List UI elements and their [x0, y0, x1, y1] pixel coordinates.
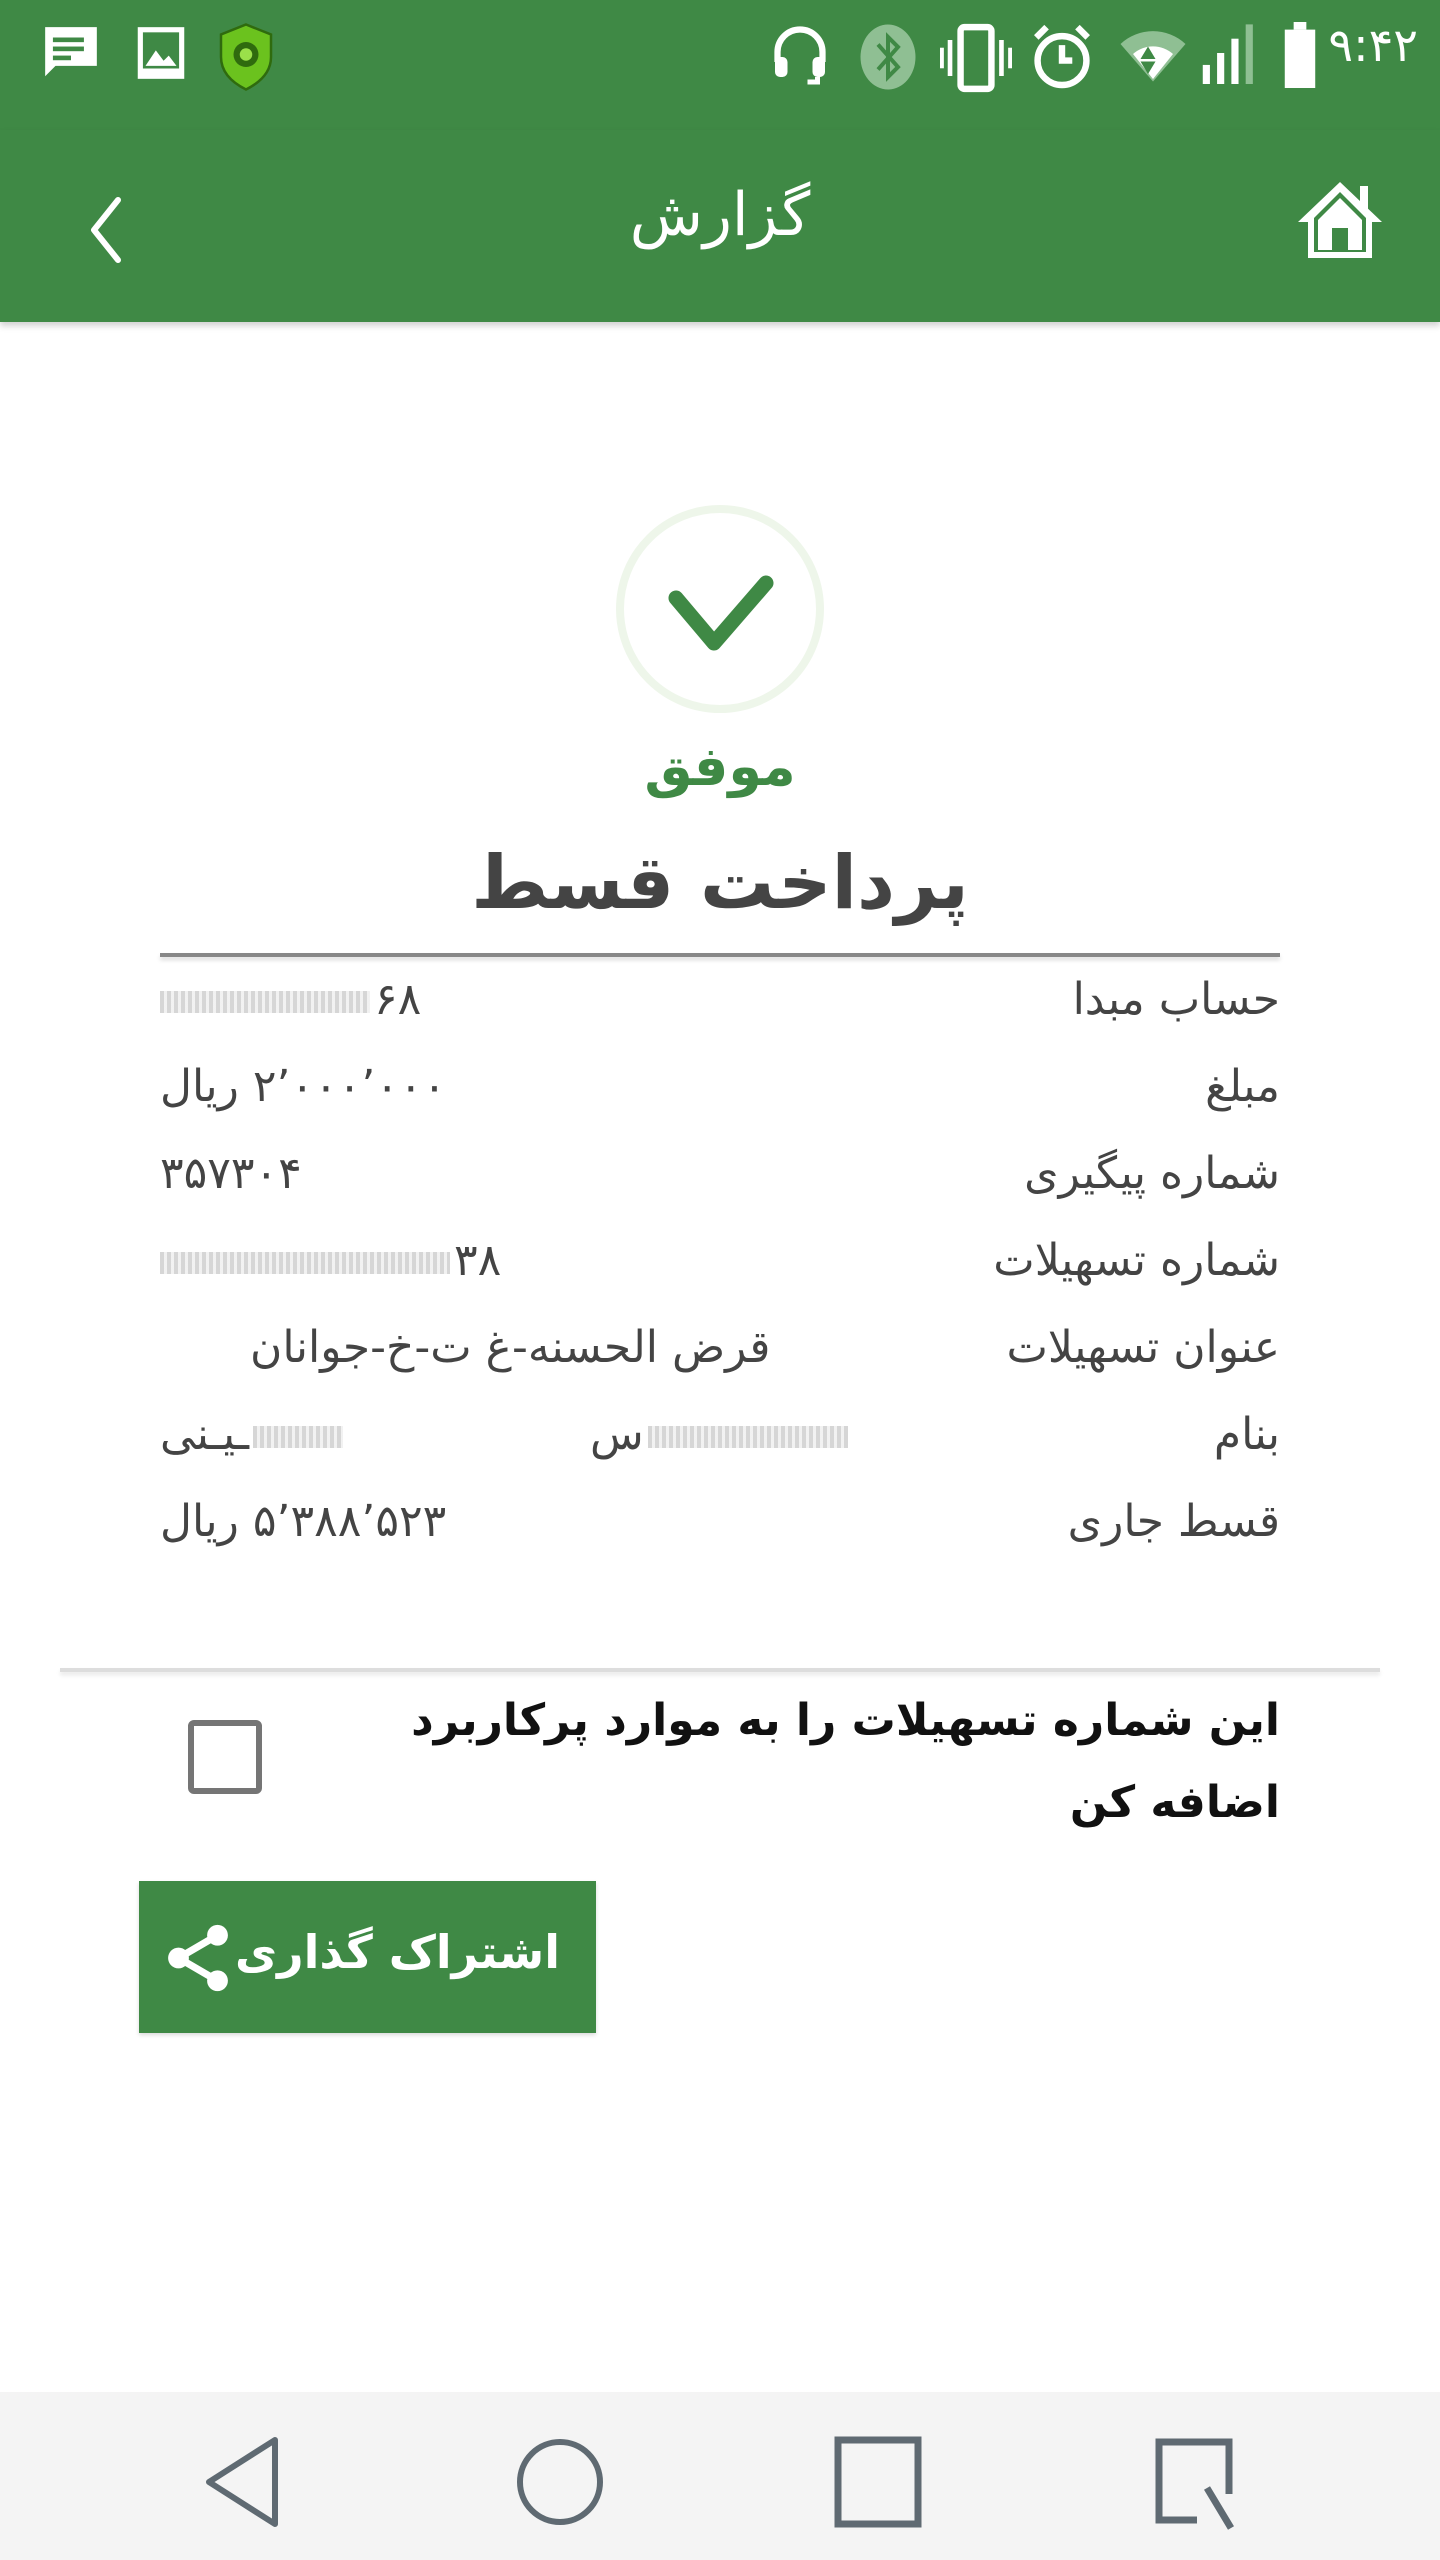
detail-row-facility-number — [160, 1229, 1280, 1316]
detail-value: قرض الحسنه-غ ت-خ-جوانان — [250, 1322, 771, 1373]
redacted-mask — [160, 991, 370, 1013]
redacted-mask — [648, 1426, 848, 1448]
signal-icon — [1200, 22, 1258, 84]
detail-label: شماره پیگیری — [1024, 1148, 1280, 1199]
detail-value: ـیـنی — [160, 1409, 343, 1460]
home-circle-icon — [510, 2432, 610, 2532]
page-title: گزارش — [629, 180, 811, 250]
detail-row-amount — [160, 1055, 1280, 1142]
detail-label: عنوان تسهیلات — [1006, 1322, 1280, 1373]
detail-value: ۵٬۳۸۸٬۵۲۳ ریال — [160, 1496, 447, 1547]
share-icon — [159, 1919, 237, 1997]
redacted-mask — [253, 1426, 343, 1448]
details-list — [160, 968, 1280, 1577]
divider — [160, 953, 1280, 957]
detail-row-facility-title — [160, 1316, 1280, 1403]
check-circle-icon — [614, 503, 826, 715]
detail-label: مبلغ — [1205, 1061, 1280, 1112]
battery-icon — [1282, 22, 1318, 88]
transaction-title: پرداخت قسط — [471, 840, 969, 926]
divider — [60, 1668, 1380, 1672]
detail-label: بنام — [1213, 1409, 1280, 1460]
nav-home-button[interactable] — [510, 2432, 610, 2532]
detail-value: ۶۸ — [160, 974, 421, 1025]
detail-row-current-installment — [160, 1490, 1280, 1577]
system-nav-bar — [0, 2392, 1440, 2560]
detail-row-name — [160, 1403, 1280, 1490]
headset-icon — [770, 22, 830, 92]
image-icon — [130, 22, 192, 84]
back-triangle-icon — [195, 2432, 295, 2532]
status-bar — [0, 0, 1440, 130]
wifi-icon — [1118, 22, 1188, 86]
capture-icon — [1145, 2432, 1245, 2532]
vibrate-icon — [940, 22, 1012, 94]
message-icon — [40, 22, 102, 84]
home-button[interactable] — [1290, 170, 1390, 270]
bluetooth-icon — [858, 22, 918, 92]
detail-value: ۳۸ — [160, 1235, 501, 1286]
detail-row-tracking-number — [160, 1142, 1280, 1229]
app-bar — [0, 130, 1440, 322]
share-button[interactable] — [139, 1881, 596, 2033]
home-icon — [1290, 170, 1390, 270]
nav-recents-button[interactable] — [828, 2432, 928, 2532]
detail-value: ۳۵۷۳۰۴ — [160, 1148, 302, 1199]
share-button-label: اشتراک گذاری — [234, 1925, 560, 1979]
clock: ۹:۴۲ — [1328, 18, 1418, 72]
favorite-checkbox[interactable] — [188, 1720, 262, 1794]
nav-capture-button[interactable] — [1145, 2432, 1245, 2532]
detail-value: ۲٬۰۰۰٬۰۰۰ ریال — [160, 1061, 447, 1112]
redacted-mask — [160, 1252, 450, 1274]
status-badge: موفق — [644, 735, 796, 798]
detail-label: شماره تسهیلات — [993, 1235, 1280, 1286]
detail-value-secondary: س — [590, 1409, 848, 1460]
security-shield-icon — [215, 22, 277, 92]
favorite-checkbox-label[interactable]: این شماره تسهیلات را به موارد پرکاربرد اضافه کن — [411, 1695, 1280, 1828]
detail-label: حساب مبدا — [1072, 974, 1280, 1025]
detail-row-source-account — [160, 968, 1280, 1055]
recents-square-icon — [828, 2432, 928, 2532]
nav-back-button[interactable] — [195, 2432, 295, 2532]
alarm-icon — [1030, 22, 1094, 94]
detail-label: قسط جاری — [1067, 1496, 1280, 1547]
